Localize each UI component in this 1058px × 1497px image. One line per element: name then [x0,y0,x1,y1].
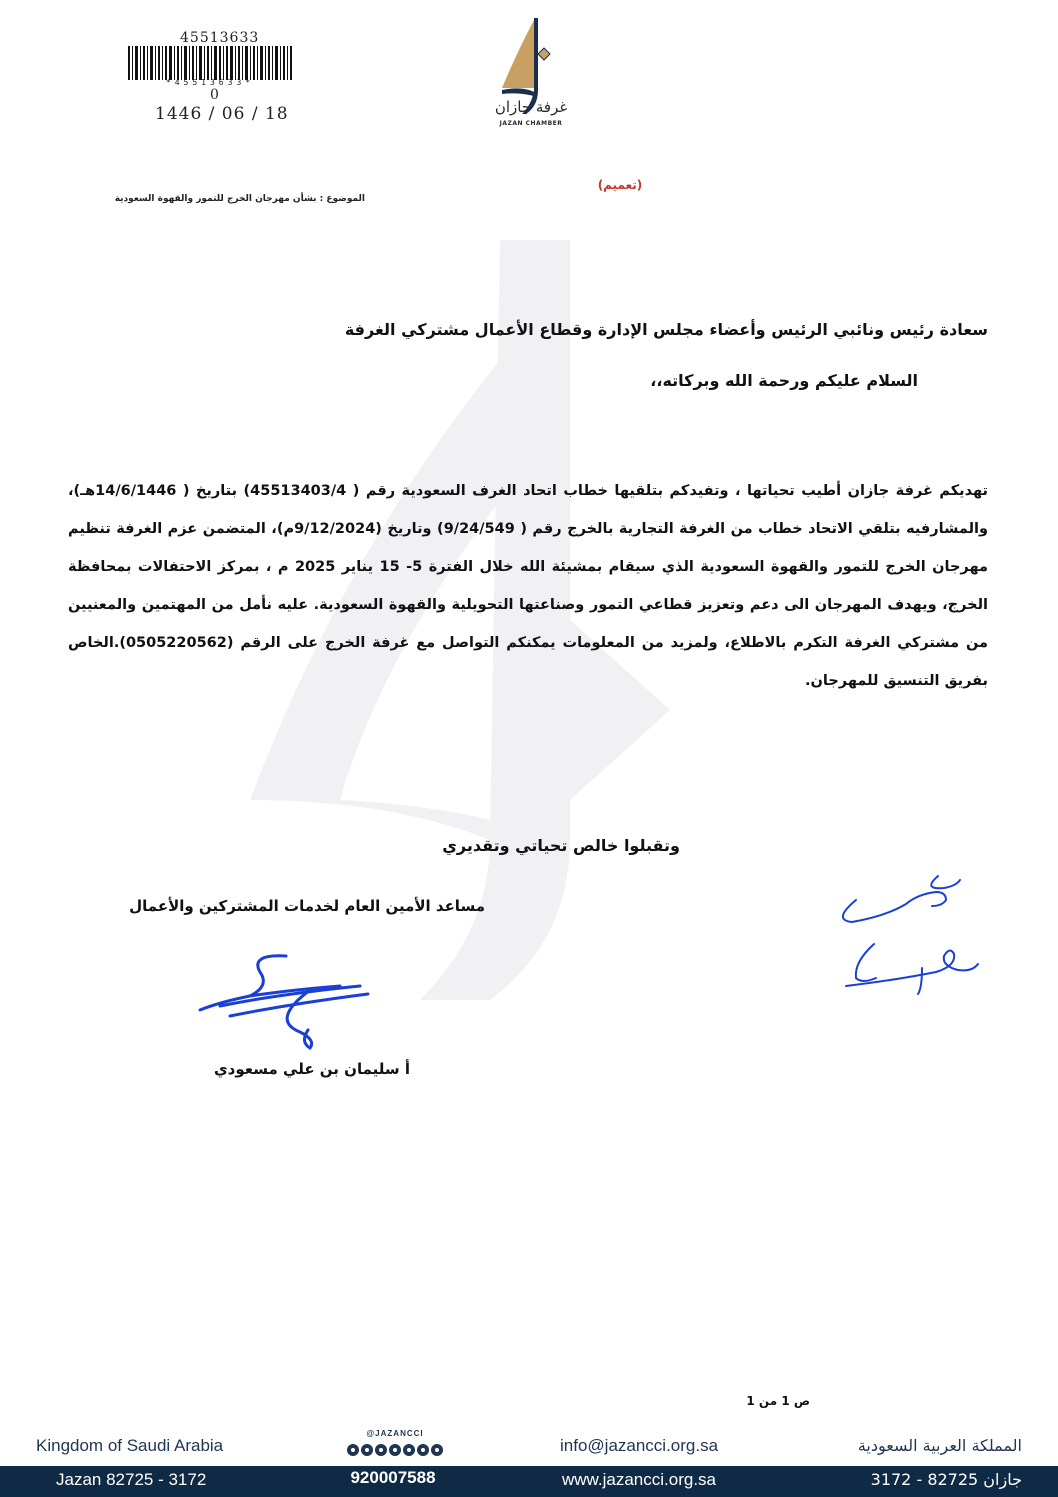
greeting-line: السلام عليكم ورحمة الله وبركاته،، [650,371,918,390]
logo-text-english: JAZAN CHAMBER [499,120,563,127]
addressee-line: سعادة رئيس ونائبي الرئيس وأعضاء مجلس الإدارة وقطاع الأعمال مشتركي الغرفة [344,320,988,339]
barcode-suffix: 0 [210,87,219,103]
footer-email: info@jazancci.org.sa [560,1436,719,1455]
reference-number: 45513633 [180,30,260,46]
barcode [128,46,292,80]
footer-address-ar: جازان 82725 - 3172 [870,1470,1022,1489]
signer-name: أ سليمان بن علي مسعودي [213,1060,410,1078]
footer-country-en: Kingdom of Saudi Arabia [36,1436,224,1455]
closing-line: وتقبلوا خالص تحياتي وتقديري [442,836,680,855]
signature-scribble [190,950,380,1050]
barcode-digits: *45513633* [165,78,255,87]
social-media-icons [346,1443,446,1457]
footer-phone: 920007588 [350,1468,436,1487]
page-indicator: ص 1 من 1 [746,1394,810,1408]
logo-text-arabic: غرفة جازان [494,98,568,116]
circulation-label: (تعميم) [597,178,643,192]
signer-title: مساعد الأمين العام لخدمات المشتركين والأعمال [129,897,485,915]
footer-website: www.jazancci.org.sa [562,1470,717,1489]
subject-line: الموضوع : بشأن مهرجان الخرج للتمور والقهوة السعودية [114,194,365,204]
hijri-date: 1446 / 06 / 18 [155,104,289,124]
letter-body: تهديكم غرفة جازان أطيب تحياتها ، وتفيدكم بتلقيها خطاب اتحاد الغرف السعودية رقم ( 45513403/4) بتاريخ ( 14/6/1446هـ)، والمشارفيه بتلقي الاتحاد خطاب من الغرفة التجارية بالخرج رقم ( 9/24/549) وتاريخ (9/12/2024م)، المتضمن عزم الغرفة تنظيم مهرجان الخرج للتمور والقهوة السعودية الذي سيقام بمشيئة الله خلال الفترة 5- 15 يناير 2025 م ، بمركز الاحتفالات بمحافظة الخرج، ويهدف المهرجان الى دعم وتعزيز قطاعي التمور وصناعتها التحويلية والقهوة السعودية. عليه نأمل من المهتمين والمعنيين من مشتركي الغرفة التكرم بالاطلاع، ولمزيد من المعلومات يمكنكم التواصل مع غرفة الخرج على الرقم (0505220562).الخاص بفريق التنسيق للمهرجان. [68,483,989,689]
initials-scribble [826,870,986,1000]
footer-address-en: Jazan 82725 - 3172 [56,1470,207,1489]
footer-country-ar: المملكة العربية السعودية [857,1436,1022,1455]
footer-social-handle: @JAZANCCI [366,1429,424,1438]
